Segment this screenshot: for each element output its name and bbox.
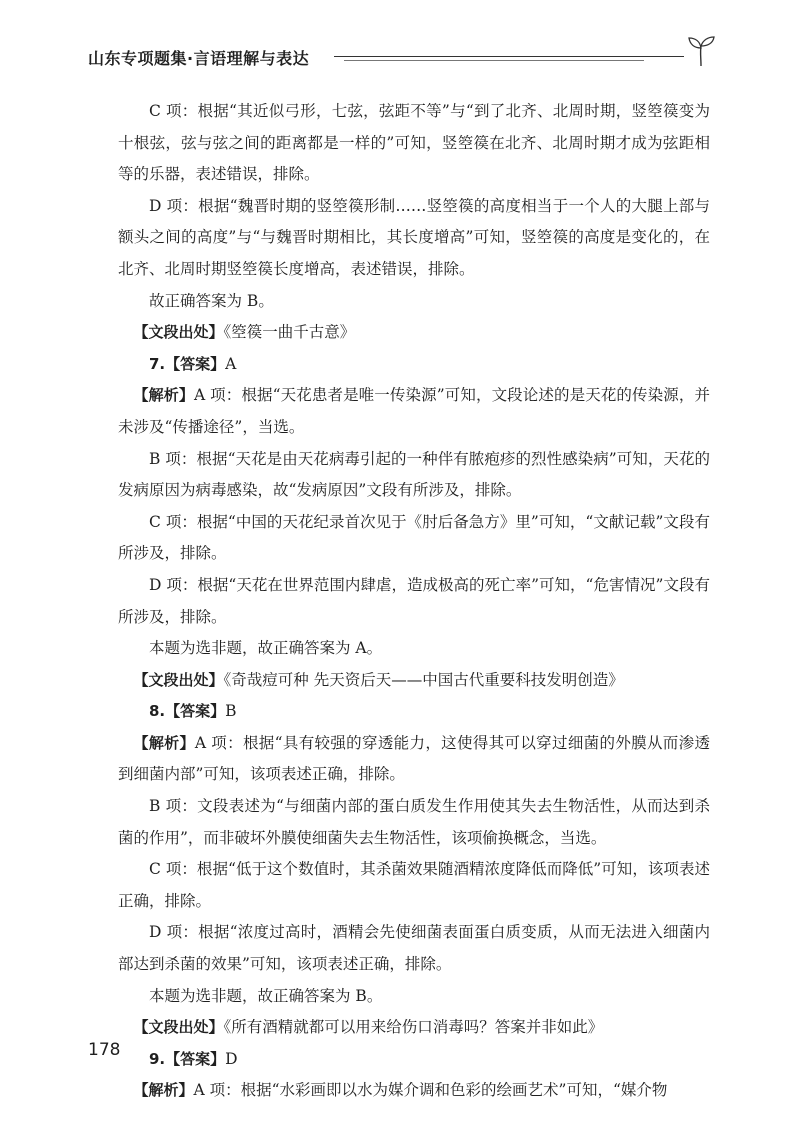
- paragraph-source: [118, 665, 710, 697]
- page-number: 178: [88, 1040, 121, 1060]
- paragraph-text: 故正确答案为 B。: [149, 291, 274, 310]
- paragraph-analysis: [118, 380, 710, 443]
- paragraph-text: D 项：根据“浓度过高时，酒精会先使细菌表面蛋白质变质，从而无法进入细菌内部达到杀菌的效果”可知，该项表述正确，排除。: [118, 923, 710, 974]
- paragraph-conclusion: [118, 286, 710, 318]
- analysis-tag: 【解析】: [133, 386, 194, 405]
- header-rule: [334, 56, 684, 57]
- sprout-icon: [686, 34, 716, 68]
- paragraph-text: B 项：根据“天花是由天花病毒引起的一种伴有脓疱疹的烈性感染病”可知，天花的发病原因为病毒感染，故“发病原因”文段有所涉及，排除。: [118, 449, 710, 500]
- source-tag: 【文段出处】: [133, 670, 224, 689]
- source-tag: 【文段出处】: [133, 323, 224, 342]
- paragraph-text: B: [225, 702, 237, 721]
- paragraph-text: D 项：根据“魏晋时期的竖箜篌形制……竖箜篌的高度相当于一个人的大腿上部与额头之间的高度”与“与魏晋时期相比，其长度增高”可知，竖箜篌的高度是变化的，在北齐、北周时期竖箜篌长度增高，表述错误，排除。: [118, 196, 710, 278]
- paragraph-text: A: [225, 354, 237, 373]
- answer-tag: 7.【答案】: [149, 354, 226, 373]
- paragraph-option-c: [118, 96, 710, 191]
- paragraph-text: C 项：根据“其近似弓形，七弦，弦距不等”与“到了北齐、北周时期，竖箜篌变为十根弦，弦与弦之间的距离都是一样的”可知，竖箜篌在北齐、北周时期才成为弦距相等的乐器，表述错误，排除。: [118, 102, 710, 184]
- paragraph-text: 《所有酒精就都可以用来给伤口消毒吗？答案并非如此》: [223, 1018, 604, 1037]
- paragraph-text: B 项：文段表述为“与细菌内部的蛋白质发生作用使其失去生物活性，从而达到杀菌的作用”，而非破坏外膜使细菌失去生物活性，该项偷换概念，当选。: [118, 797, 710, 847]
- paragraph-text: 《奇哉痘可种 先天资后天——中国古代重要科技发明创造》: [223, 670, 624, 689]
- answer-tag: 9.【答案】: [149, 1049, 226, 1068]
- paragraph-text: C 项：根据“低于这个数值时，其杀菌效果随酒精浓度降低而降低”可知，该项表述正确，排除。: [118, 860, 710, 910]
- paragraph-answer-9: [118, 1044, 710, 1076]
- paragraph-text: D 项：根据“天花在世界范围内肆虐，造成极高的死亡率”可知，“危害情况”文段有所涉及，排除。: [118, 575, 710, 626]
- paragraph-analysis: [118, 1075, 710, 1107]
- paragraph-text: A 项：根据“天花患者是唯一传染源”可知，文段论述的是天花的传染源，并未涉及“传播途径”，当选。: [118, 386, 710, 436]
- paragraph-analysis: [118, 728, 710, 791]
- paragraph-source: [118, 1012, 710, 1044]
- paragraph-text: 本题为选非题，故正确答案为 A。: [149, 639, 383, 658]
- analysis-tag: 【解析】: [133, 1081, 194, 1100]
- paragraph-source: [118, 317, 710, 349]
- paragraph-option-d: [118, 570, 710, 633]
- paragraph-answer-8: [118, 696, 710, 728]
- paragraph-text: A 项：根据“具有较强的穿透能力，这使得其可以穿过细菌的外膜从而渗透到细菌内部”可知，该项表述正确，排除。: [118, 733, 710, 784]
- header-rule-thin: [344, 60, 644, 61]
- paragraph-option-b: [118, 444, 710, 507]
- paragraph-option-d: [118, 917, 710, 980]
- paragraph-text: 本题为选非题，故正确答案为 B。: [149, 986, 383, 1005]
- paragraph-text: D: [225, 1049, 238, 1068]
- paragraph-conclusion: [118, 633, 710, 665]
- analysis-tag: 【解析】: [133, 733, 195, 752]
- answer-tag: 8.【答案】: [149, 702, 226, 721]
- paragraph-text: 《箜篌一曲千古意》: [223, 323, 356, 342]
- paragraph-conclusion: [118, 981, 710, 1013]
- running-header: [88, 34, 728, 72]
- paragraph-option-d: [118, 191, 710, 286]
- paragraph-option-c: [118, 507, 710, 570]
- running-header-title: 山东专项题集·言语理解与表达: [88, 49, 310, 68]
- paragraph-option-c: [118, 854, 710, 917]
- paragraph-answer-7: [118, 349, 710, 381]
- answer-content: [118, 96, 710, 1107]
- paragraph-option-b: [118, 791, 710, 854]
- paragraph-text: C 项：根据“中国的天花纪录首次见于《肘后备急方》里”可知，“文献记载”文段有所涉及，排除。: [118, 512, 710, 563]
- paragraph-text: A 项：根据“水彩画即以水为媒介调和色彩的绘画艺术”可知，“媒介物: [193, 1081, 668, 1100]
- source-tag: 【文段出处】: [133, 1018, 224, 1037]
